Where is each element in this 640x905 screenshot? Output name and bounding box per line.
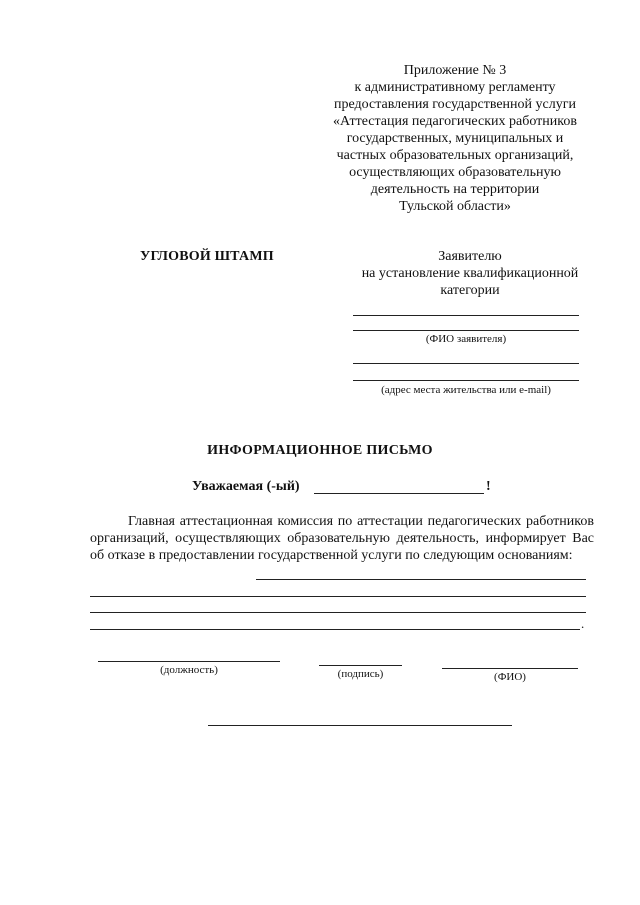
annex-line: к административному регламенту — [354, 80, 556, 95]
addressee-fio-line-2[interactable] — [353, 330, 579, 331]
addressee-line: категории — [440, 283, 500, 298]
addressee-fio-line-1[interactable] — [353, 315, 579, 316]
annex-line: государственных, муниципальных и — [346, 131, 564, 146]
letter-body: Главная аттестационная комиссия по аттестации педагогических работников организаций, осуществляющих образовательную деятельность, информирует Вас об отказе в предоставлении государственной услуги по следующим основаниям: — [90, 514, 594, 563]
final-dot: . — [581, 616, 585, 631]
signature-line[interactable] — [319, 665, 402, 666]
reason-line-4[interactable] — [90, 629, 580, 630]
annex-line: предоставления государственной услуги — [334, 97, 576, 112]
fio-line[interactable] — [442, 668, 578, 669]
reason-line-3[interactable] — [90, 612, 586, 613]
fio-applicant-caption: (ФИО заявителя) — [425, 333, 507, 345]
annex-line: «Аттестация педагогических работников — [333, 114, 577, 129]
greeting-name-line[interactable] — [314, 493, 484, 494]
reason-line-2[interactable] — [90, 596, 586, 597]
greeting: Уважаемая (-ый) — [192, 479, 300, 494]
addressee-address-line-2[interactable] — [353, 380, 579, 381]
position-line[interactable] — [98, 661, 280, 662]
addressee-address-line-1[interactable] — [353, 363, 579, 364]
greeting-exclamation: ! — [486, 479, 491, 494]
corner-stamp-label: УГЛОВОЙ ШТАМП — [140, 249, 274, 264]
bottom-separator-line — [208, 725, 512, 726]
position-caption: (должность) — [160, 664, 218, 676]
annex-line: осуществляющих образовательную — [349, 165, 561, 180]
addressee-line: на установление квалификационной — [361, 266, 579, 281]
address-caption: (адрес места жительства или e-mail) — [381, 384, 551, 396]
annex-line: частных образовательных организаций, — [336, 148, 574, 163]
annex-block — [300, 62, 610, 215]
addressee-block — [330, 248, 610, 299]
addressee-line: Заявителю — [438, 249, 502, 264]
signature-caption: (подпись) — [337, 668, 384, 680]
annex-line: Тульской области» — [399, 199, 511, 214]
annex-line: Приложение № 3 — [403, 63, 507, 78]
letter-title: ИНФОРМАЦИОННОЕ ПИСЬМО — [207, 443, 433, 458]
fio-caption: (ФИО) — [494, 671, 526, 683]
reason-line-1[interactable] — [256, 579, 586, 580]
annex-line: деятельность на территории — [370, 182, 540, 197]
